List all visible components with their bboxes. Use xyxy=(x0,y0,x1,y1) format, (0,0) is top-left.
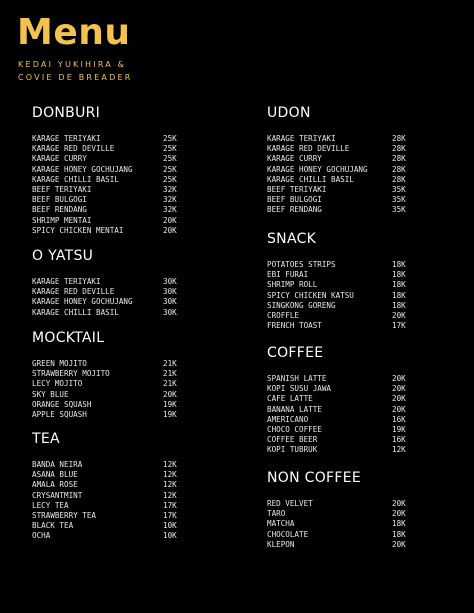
menu-item-price: 19K xyxy=(163,399,177,409)
menu-item-name: OCHA xyxy=(32,531,51,541)
menu-item-price: 32K xyxy=(163,184,177,194)
menu-item xyxy=(32,379,177,389)
menu-item-name: RED VELVET xyxy=(267,499,313,508)
menu-item xyxy=(267,280,406,290)
menu-item-name: TARO xyxy=(267,509,286,519)
menu-item-price: 20K xyxy=(392,394,406,404)
menu-item xyxy=(32,531,177,541)
menu-item xyxy=(267,404,406,415)
menu-item xyxy=(32,359,177,369)
item-list-udon xyxy=(267,134,406,216)
menu-item xyxy=(32,154,177,164)
menu-item-name: COFFEE BEER xyxy=(267,435,318,445)
menu-item-name: SPICY CHICKEN MENTAI xyxy=(32,225,124,235)
menu-item-price: 28K xyxy=(392,174,406,184)
menu-item-price: 17K xyxy=(163,510,177,520)
menu-item xyxy=(267,414,406,425)
menu-item xyxy=(267,144,406,154)
menu-item-price: 16K xyxy=(392,414,406,424)
menu-item xyxy=(32,490,177,501)
menu-item xyxy=(32,215,177,226)
menu-item-name: EBI FURAI xyxy=(267,270,309,280)
menu-item-name: POTATOES STRIPS xyxy=(267,260,336,269)
item-list-oyatsu xyxy=(32,277,177,318)
item-list-mocktail xyxy=(32,359,177,420)
menu-item-price: 28K xyxy=(392,134,406,143)
menu-item-name: GREEN MOJITO xyxy=(32,359,87,368)
menu-item-price: 20K xyxy=(163,225,177,235)
menu-item-price: 18K xyxy=(392,300,406,310)
menu-item xyxy=(32,144,177,154)
menu-item-name: KARAGE CURRY xyxy=(267,154,322,164)
menu-item-price: 35K xyxy=(392,184,406,194)
menu-item-name: STRAWBERRY MOJITO xyxy=(32,369,110,379)
menu-item-name: BEEF TERIYAKI xyxy=(267,184,327,194)
menu-item-price: 20K xyxy=(392,310,406,320)
menu-item-price: 25K xyxy=(163,174,177,184)
menu-item xyxy=(32,164,177,175)
menu-item xyxy=(32,225,177,236)
menu-title: Menu xyxy=(17,12,131,53)
menu-item-name: SHRIMP MENTAI xyxy=(32,215,92,225)
menu-item-name: KOPI SUSU JAWA xyxy=(267,384,332,394)
menu-item-price: 18K xyxy=(392,519,406,529)
menu-item-name: CROFFLE xyxy=(267,310,300,320)
menu-item-price: 12K xyxy=(163,480,177,490)
menu-item-name: KARAGE HONEY GOCHUJANG xyxy=(32,164,133,174)
menu-item xyxy=(32,134,177,144)
section-title-donburi: DONBURI xyxy=(32,105,101,121)
item-list-noncoffee xyxy=(267,499,406,550)
menu-item-price: 12K xyxy=(163,460,177,469)
menu-item xyxy=(267,195,406,205)
menu-item xyxy=(267,529,406,540)
menu-item-price: 25K xyxy=(163,164,177,174)
menu-item xyxy=(267,424,406,435)
menu-item-price: 30K xyxy=(163,297,177,307)
menu-item xyxy=(267,499,406,509)
menu-item xyxy=(267,519,406,529)
store-name-line2: COVIE DE BREADER xyxy=(18,73,133,82)
section-title-coffee: COFFEE xyxy=(267,345,324,361)
menu-item-name: AMERICANO xyxy=(267,414,309,424)
menu-item-price: 18K xyxy=(392,270,406,280)
menu-item-price: 20K xyxy=(392,499,406,508)
menu-item-price: 20K xyxy=(163,215,177,225)
menu-item-price: 20K xyxy=(392,539,406,549)
menu-item-name: ORANGE SQUASH xyxy=(32,399,92,409)
menu-item xyxy=(267,435,406,445)
menu-item xyxy=(267,270,406,280)
menu-item-price: 10K xyxy=(163,521,177,531)
menu-item-name: KARAGE TERIYAKI xyxy=(32,134,101,143)
menu-item-price: 25K xyxy=(163,154,177,164)
menu-item xyxy=(267,290,406,301)
menu-item-name: KARAGE CHILLI BASIL xyxy=(32,307,119,317)
section-snack xyxy=(267,230,406,331)
menu-item xyxy=(32,297,177,307)
menu-item-price: 20K xyxy=(392,509,406,519)
menu-item-price: 30K xyxy=(163,307,177,317)
menu-item-name: CAFE LATTE xyxy=(267,394,313,404)
menu-item xyxy=(32,184,177,195)
menu-item xyxy=(267,445,406,455)
menu-item-price: 10K xyxy=(163,531,177,541)
item-list-tea xyxy=(32,460,177,542)
menu-item-price: 17K xyxy=(392,321,406,331)
menu-item-name: SPANISH LATTE xyxy=(267,374,327,383)
section-oyatsu xyxy=(32,247,177,318)
menu-item-price: 20K xyxy=(392,384,406,394)
menu-item-price: 19K xyxy=(163,409,177,419)
menu-item xyxy=(32,480,177,490)
section-title-mocktail: MOCKTAIL xyxy=(32,330,105,346)
menu-item-name: KARAGE CURRY xyxy=(32,154,87,164)
item-list-coffee xyxy=(267,374,406,456)
menu-item-name: CHOCO COFFEE xyxy=(267,424,322,434)
menu-item-price: 28K xyxy=(392,164,406,174)
menu-item xyxy=(32,409,177,420)
menu-item-name: MATCHA xyxy=(267,519,295,529)
menu-item-name: ASANA BLUE xyxy=(32,470,78,480)
menu-item-price: 32K xyxy=(163,195,177,205)
menu-item-price: 12K xyxy=(163,490,177,500)
menu-item-name: SINGKONG GORENG xyxy=(267,300,336,310)
menu-item xyxy=(267,174,406,185)
menu-item-name: LECY MOJITO xyxy=(32,379,83,389)
menu-item-name: KARAGE RED DEVILLE xyxy=(267,144,350,154)
menu-item-price: 30K xyxy=(163,277,177,286)
menu-item-price: 20K xyxy=(392,374,406,383)
menu-item-name: BEEF TERIYAKI xyxy=(32,184,92,194)
menu-item xyxy=(267,260,406,270)
menu-item-price: 17K xyxy=(163,500,177,510)
menu-item-price: 18K xyxy=(392,280,406,290)
menu-item-price: 28K xyxy=(392,144,406,154)
menu-item xyxy=(32,195,177,205)
menu-item-name: BEEF BULGOGI xyxy=(267,195,322,205)
menu-item xyxy=(32,287,177,297)
menu-item-price: 35K xyxy=(392,205,406,215)
menu-item xyxy=(267,134,406,144)
menu-item-name: BEEF BULGOGI xyxy=(32,195,87,205)
menu-item-name: BEEF RENDANG xyxy=(32,205,87,215)
menu-item-name: FRENCH TOAST xyxy=(267,321,322,331)
section-title-noncoffee: NON COFFEE xyxy=(267,470,362,486)
menu-item-price: 20K xyxy=(163,389,177,399)
menu-item-name: BEEF RENDANG xyxy=(267,205,322,215)
menu-item-name: LECY TEA xyxy=(32,500,69,510)
menu-item-price: 18K xyxy=(392,290,406,300)
menu-item-price: 16K xyxy=(392,435,406,445)
menu-item xyxy=(32,399,177,410)
menu-item xyxy=(32,460,177,470)
menu-item xyxy=(267,184,406,195)
section-title-snack: SNACK xyxy=(267,231,317,247)
menu-item-name: SHRIMP ROLL xyxy=(267,280,318,290)
menu-item-name: AMALA ROSE xyxy=(32,480,78,490)
menu-item-price: 21K xyxy=(163,379,177,389)
menu-item xyxy=(32,205,177,215)
menu-item-price: 18K xyxy=(392,529,406,539)
menu-item-price: 32K xyxy=(163,205,177,215)
menu-item-name: BANANA LATTE xyxy=(267,404,322,414)
menu-item xyxy=(32,277,177,287)
menu-item xyxy=(267,164,406,175)
menu-item-name: CHOCOLATE xyxy=(267,529,309,539)
menu-item-name: KARAGE TERIYAKI xyxy=(32,277,101,286)
menu-item-name: BLACK TEA xyxy=(32,521,74,531)
menu-item-name: SPICY CHICKEN KATSU xyxy=(267,290,354,300)
menu-item-price: 30K xyxy=(163,287,177,297)
menu-item-name: KARAGE HONEY GOCHUJANG xyxy=(32,297,133,307)
menu-item-price: 18K xyxy=(392,260,406,269)
menu-item xyxy=(32,174,177,185)
menu-item xyxy=(32,470,177,480)
item-list-snack xyxy=(267,260,406,331)
menu-item-price: 21K xyxy=(163,369,177,379)
menu-item xyxy=(267,154,406,164)
menu-item xyxy=(267,374,406,384)
menu-item xyxy=(32,307,177,318)
menu-item xyxy=(267,300,406,311)
menu-item-name: KARAGE CHILLI BASIL xyxy=(267,174,354,184)
menu-item-price: 28K xyxy=(392,154,406,164)
menu-item-name: KARAGE HONEY GOCHUJANG xyxy=(267,164,368,174)
section-tea xyxy=(32,430,177,542)
menu-item-price: 35K xyxy=(392,195,406,205)
menu-item xyxy=(267,310,406,321)
section-udon xyxy=(267,104,406,216)
menu-item-name: KARAGE RED DEVILLE xyxy=(32,287,115,297)
menu-item xyxy=(267,509,406,519)
menu-item xyxy=(267,539,406,550)
section-title-oyatsu: O YATSU xyxy=(32,248,94,264)
menu-item xyxy=(267,394,406,404)
menu-item-price: 19K xyxy=(392,424,406,434)
menu-item xyxy=(267,321,406,331)
menu-item xyxy=(32,521,177,531)
menu-item-name: KARAGE TERIYAKI xyxy=(267,134,336,143)
menu-item xyxy=(267,205,406,215)
menu-item-name: CRYSANTMINT xyxy=(32,490,83,500)
menu-item xyxy=(32,500,177,511)
item-list-donburi xyxy=(32,134,177,236)
section-noncoffee xyxy=(267,469,406,550)
section-coffee xyxy=(267,344,406,456)
menu-item-price: 12K xyxy=(163,470,177,480)
menu-item-name: APPLE SQUASH xyxy=(32,409,87,419)
menu-item-name: KARAGE RED DEVILLE xyxy=(32,144,115,154)
section-donburi xyxy=(32,104,177,236)
menu-item-price: 25K xyxy=(163,144,177,154)
menu-item xyxy=(32,510,177,521)
section-title-tea: TEA xyxy=(32,431,60,447)
menu-item xyxy=(32,389,177,400)
menu-item-name: SKY BLUE xyxy=(32,389,69,399)
section-title-udon: UDON xyxy=(267,105,311,121)
menu-item-name: BANDA NEIRA xyxy=(32,460,83,469)
menu-item-name: KARAGE CHILLI BASIL xyxy=(32,174,119,184)
menu-item-name: KLEPON xyxy=(267,539,295,549)
store-name-line1: KEDAI YUKIHIRA & xyxy=(18,60,127,69)
menu-item-price: 12K xyxy=(392,445,406,455)
menu-item-price: 25K xyxy=(163,134,177,143)
menu-item-name: KOPI TUBRUK xyxy=(267,445,318,455)
menu-item-price: 20K xyxy=(392,404,406,414)
menu-item-price: 21K xyxy=(163,359,177,368)
section-mocktail xyxy=(32,329,177,420)
menu-item xyxy=(267,384,406,394)
menu-item xyxy=(32,369,177,379)
menu-item-name: STRAWBERRY TEA xyxy=(32,510,97,520)
